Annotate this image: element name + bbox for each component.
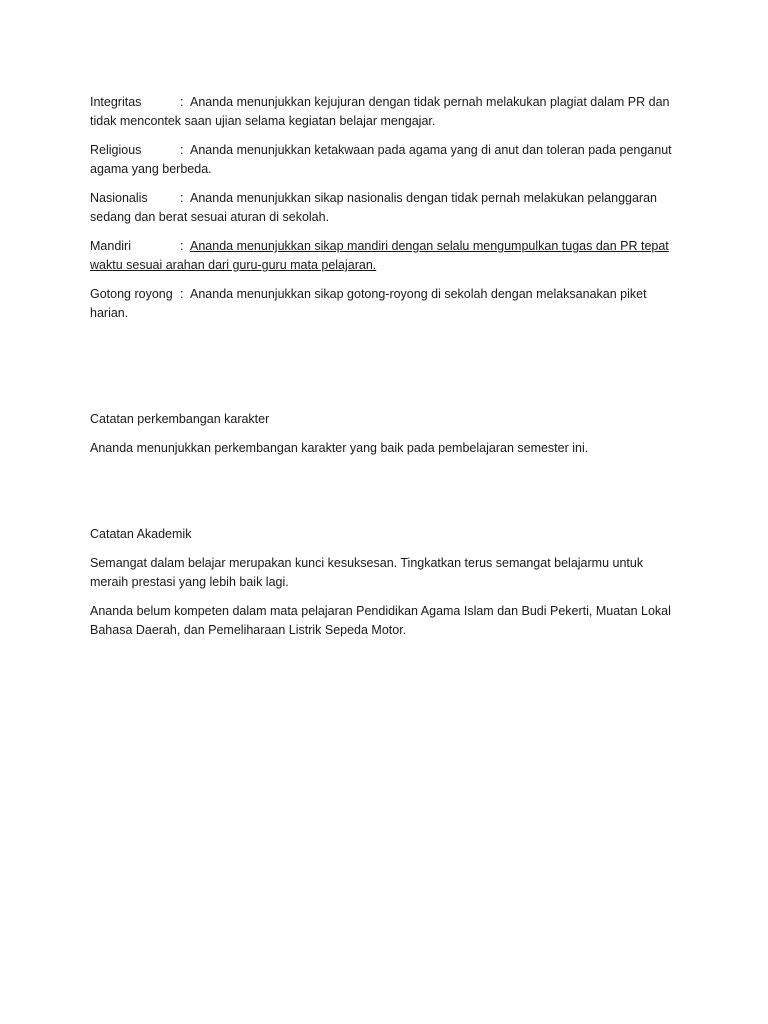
trait-label: Integritas [90,95,142,109]
karakter-section [90,410,690,458]
trait-description-continued: waktu sesuai arahan dari guru-guru mata pelajaran. [90,258,377,272]
akademik-paragraph-1 [90,554,690,592]
paragraph-line: Bahasa Daerah, dan Pemeliharaan Listrik Sepeda Motor. [90,623,407,637]
akademik-section [90,525,690,640]
paragraph-line: Ananda belum kompeten dalam mata pelajaran Pendidikan Agama Islam dan Budi Pekerti, Muatan Lokal [90,604,671,618]
trait-nasionalis [90,189,690,227]
trait-colon: : [180,239,184,253]
trait-colon: : [180,143,184,157]
trait-mandiri [90,237,690,275]
trait-description-continued: sedang dan berat sesuai aturan di sekolah. [90,210,330,224]
trait-colon: : [180,95,184,109]
akademik-title: Catatan Akademik [90,527,192,541]
karakter-text: Ananda menunjukkan perkembangan karakter yang baik pada pembelajaran semester ini. [90,441,589,455]
trait-label: Religious [90,143,142,157]
trait-description: Ananda menunjukkan sikap gotong-royong di sekolah dengan melaksanakan piket [190,287,647,301]
trait-description-continued: tidak mencontek saan ujian selama kegiatan belajar mengajar. [90,114,436,128]
trait-label: Mandiri [90,239,131,253]
trait-description: Ananda menunjukkan sikap nasionalis dengan tidak pernah melakukan pelanggaran [190,191,657,205]
trait-gotong-royong [90,285,690,323]
paragraph-line: meraih prestasi yang lebih baik lagi. [90,575,289,589]
trait-description-continued: harian. [90,306,129,320]
trait-description: Ananda menunjukkan ketakwaan pada agama yang di anut dan toleran pada penganut [190,143,672,157]
trait-label: Nasionalis [90,191,148,205]
karakter-title: Catatan perkembangan karakter [90,412,270,426]
trait-colon: : [180,191,184,205]
paragraph-line: Semangat dalam belajar merupakan kunci kesuksesan. Tingkatkan terus semangat belajarmu untuk [90,556,644,570]
trait-label: Gotong royong [90,287,173,301]
trait-description: Ananda menunjukkan kejujuran dengan tidak pernah melakukan plagiat dalam PR dan [190,95,670,109]
trait-religious [90,141,690,179]
trait-colon: : [180,287,184,301]
akademik-paragraph-2 [90,602,690,640]
trait-description-continued: agama yang berbeda. [90,162,212,176]
document-page [90,93,690,640]
trait-integritas [90,93,690,131]
trait-description: Ananda menunjukkan sikap mandiri dengan selalu mengumpulkan tugas dan PR tepat [190,239,669,253]
